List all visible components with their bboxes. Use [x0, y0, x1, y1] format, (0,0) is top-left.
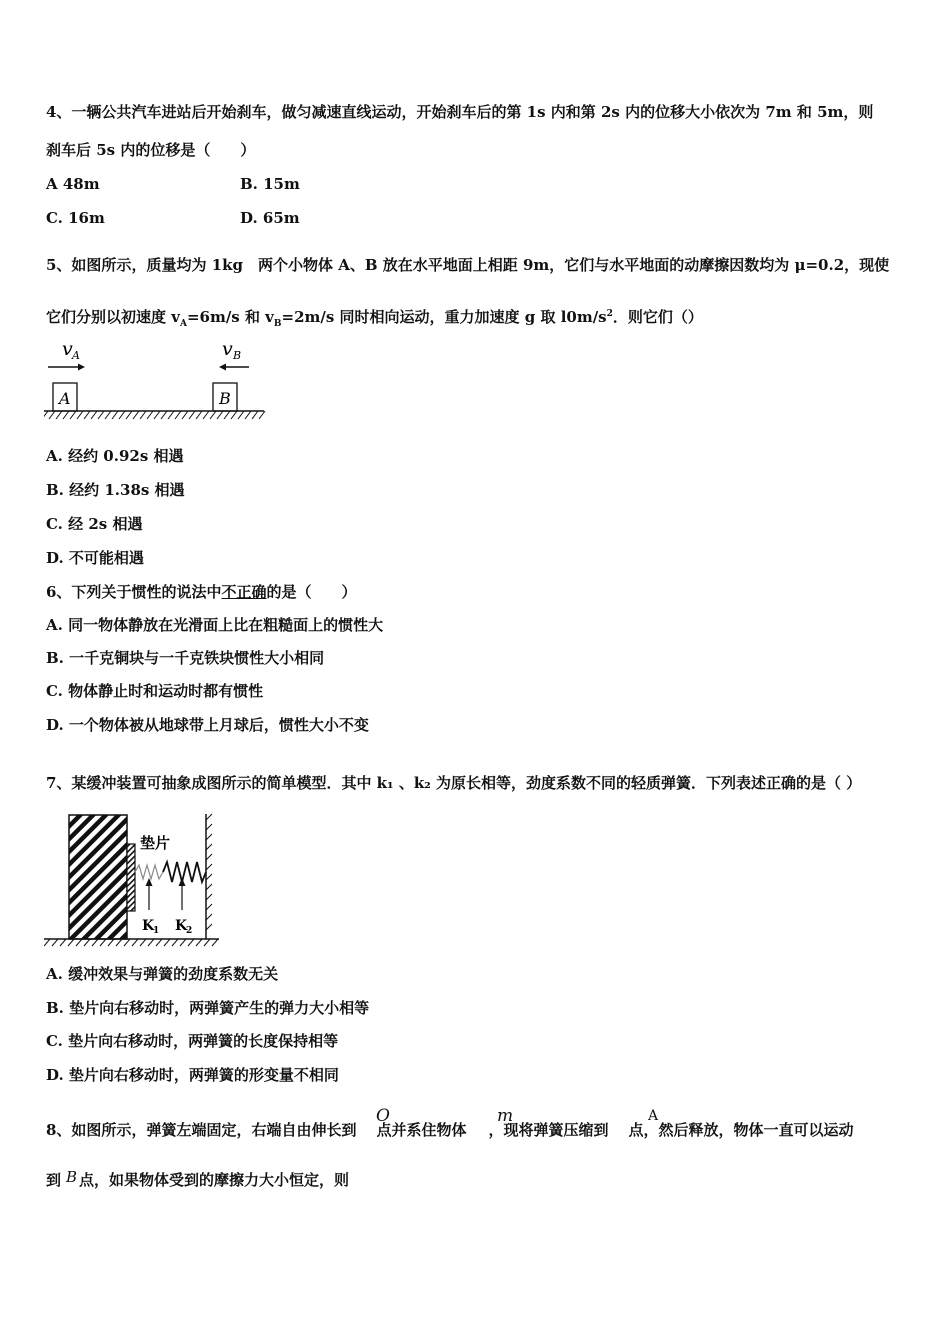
- pad-label: 垫片: [140, 834, 171, 852]
- pad-plate: [127, 844, 135, 911]
- point-b-symbol: B: [66, 1168, 78, 1186]
- ground-hatching: [44, 411, 265, 419]
- k1-label: K: [142, 918, 155, 934]
- q6-stem: 6、下列关于惯性的说法中不正确的是（ ）: [46, 583, 357, 601]
- arrow-right-icon: [78, 364, 85, 371]
- q7-buffer-figure: [44, 810, 224, 950]
- q7-option-b: B. 垫片向右移动时，两弹簧产生的弹力大小相等: [46, 999, 370, 1017]
- q5-option-a: A. 经约 0.92s 相遇: [46, 447, 184, 465]
- point-o-symbol: O: [376, 1106, 390, 1126]
- spring-k1: [135, 865, 163, 879]
- arrow-up-icon: [179, 878, 186, 886]
- spring-k2: [163, 862, 206, 882]
- block-a-label: A: [59, 389, 71, 408]
- block-b-label: B: [219, 389, 231, 408]
- q5-option-d: D. 不可能相遇: [46, 549, 144, 567]
- q7-stem: 7、某缓冲装置可抽象成图所示的简单模型．其中 k₁ 、k₂ 为原长相等，劲度系数不同的轻质弹簧．下列表述正确的是（ ）: [46, 774, 862, 792]
- q4-stem-line1: 4、一辆公共汽车进站后开始刹车，做匀减速直线运动，开始刹车后的第 1s 内和第 2s 内的位移大小依次为 7m 和 5m，则: [46, 103, 874, 121]
- q5-blocks-figure: [44, 336, 268, 426]
- q6-option-a: A. 同一物体静放在光滑面上比在粗糙面上的惯性大: [46, 616, 384, 634]
- k2-subscript: 2: [186, 926, 193, 936]
- q7-option-d: D. 垫片向右移动时，两弹簧的形变量不相同: [46, 1066, 339, 1084]
- point-a-symbol: A: [648, 1108, 659, 1124]
- q6-underlined-word: 不正确: [221, 583, 267, 601]
- q6-option-d: D. 一个物体被从地球带上月球后，惯性大小不变: [46, 716, 369, 734]
- q5-stem-line2: 它们分别以初速度 $v_A=6m/s$ 和 $v_B=2m/s$ 同时相向运动，重力加速度 g 取 $l0m/s^2$．则它们（）: [46, 308, 703, 329]
- q5-stem-line1: 5、如图所示，质量均为 1kg 两个小物体 A、B 放在水平地面上相距 9m，它们与水平地面的动摩擦因数均为 μ=0.2，现使: [46, 256, 890, 274]
- q8-stem-line1: 8、如图所示，弹簧左端固定，右端自由伸长到 点并系住物体 ，现将弹簧压缩到 点，然后释放，物体一直可以运动: [46, 1121, 854, 1139]
- mass-m-symbol: m: [497, 1106, 514, 1126]
- q4-option-c: C. 16m: [46, 209, 105, 227]
- q5-option-b: B. 经约 1.38s 相遇: [46, 481, 185, 499]
- q4-option-d: D. 65m: [240, 209, 300, 227]
- velocity-b-subscript: B: [233, 349, 242, 362]
- velocity-a-label: v: [62, 338, 73, 360]
- k2-label: K: [175, 918, 188, 934]
- q6-option-b: B. 一千克铜块与一千克铁块惯性大小相同: [46, 649, 325, 667]
- q4-option-a: A 48m: [46, 175, 100, 193]
- velocity-a-subscript: A: [72, 349, 80, 362]
- q5-option-c: C. 经 2s 相遇: [46, 515, 143, 533]
- q8-stem-line2: 到 点，如果物体受到的摩擦力大小恒定，则: [46, 1171, 350, 1189]
- q4-stem-line2: 刹车后 5s 内的位移是（ ）: [46, 141, 256, 159]
- buffer-block: [69, 815, 127, 939]
- floor-hatching: [44, 939, 218, 946]
- q4-option-b: B. 15m: [240, 175, 300, 193]
- velocity-b-label: v: [222, 338, 233, 360]
- q6-option-c: C. 物体静止时和运动时都有惯性: [46, 682, 264, 700]
- k1-subscript: 1: [153, 926, 160, 936]
- arrow-left-icon: [219, 364, 226, 371]
- q7-option-a: A. 缓冲效果与弹簧的劲度系数无关: [46, 965, 279, 983]
- q7-option-c: C. 垫片向右移动时，两弹簧的长度保持相等: [46, 1032, 339, 1050]
